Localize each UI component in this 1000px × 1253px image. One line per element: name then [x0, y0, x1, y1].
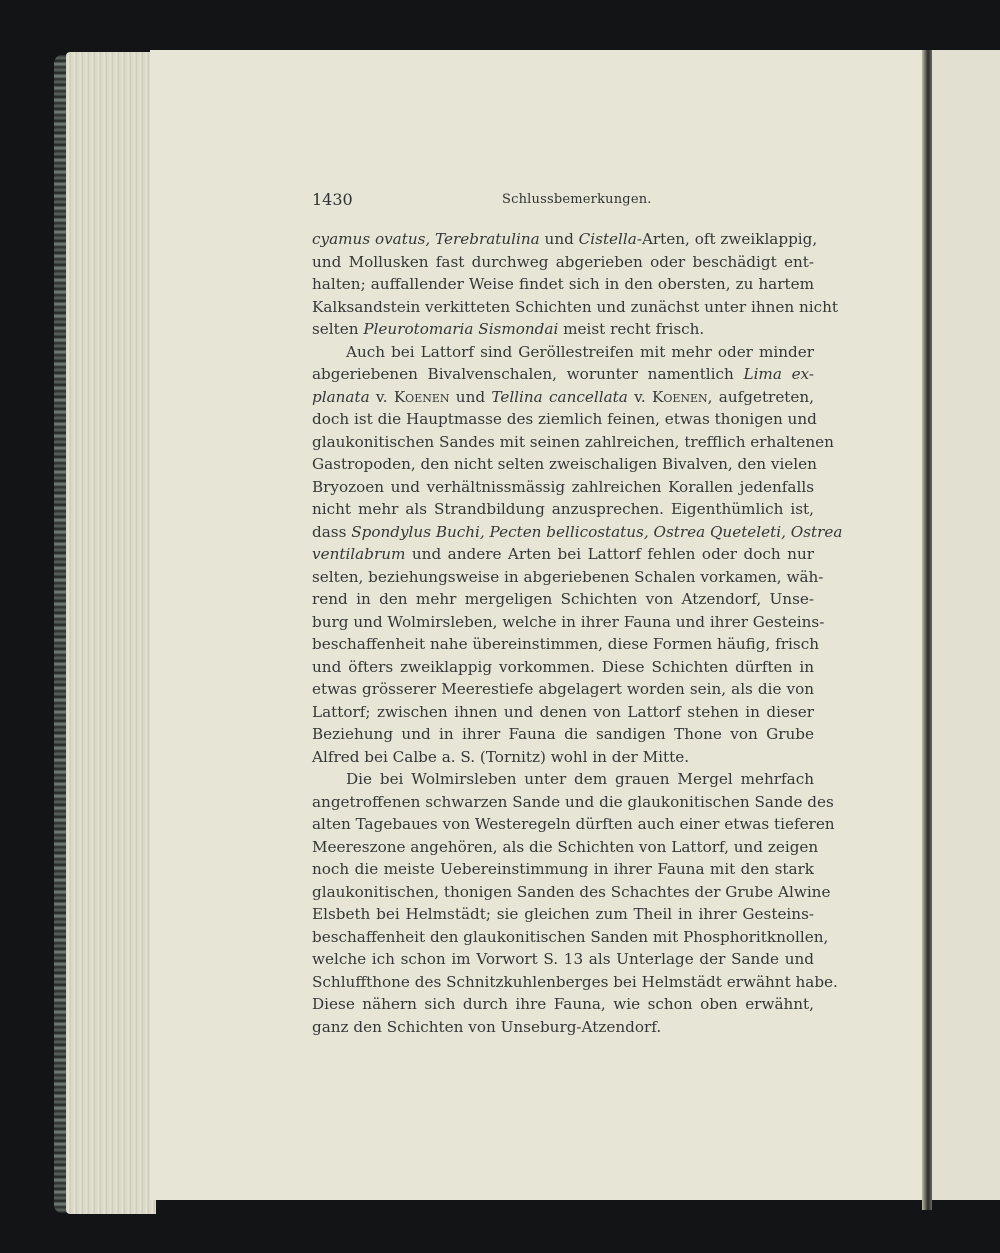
author-name: Koenen [651, 387, 708, 406]
text-segment: und öfters zweiklappig vorkommen. Diese Schichten dürften in [312, 657, 814, 676]
text-segment: glaukonitischen, thonigen Sanden des Schachtes der Grube Alwine [312, 882, 831, 901]
text-segment: abgeriebenen Bivalvenschalen, worunter namentlich [312, 365, 744, 383]
text-segment: -Arten, oft zweiklappig, [636, 230, 818, 248]
italic-text: Tellina cancellata [491, 387, 628, 406]
text-segment: und [539, 230, 579, 248]
italic-text: Cistella [578, 230, 637, 248]
text-line [312, 273, 814, 296]
text-segment: Schluffthone des Schnitzkuhlenberges bei Helmstädt erwähnt habe. [312, 972, 838, 991]
text-line [312, 858, 814, 881]
text-segment: Kalksandstein verkitteten Schichten und zunächst unter ihnen nicht [312, 297, 839, 316]
text-line [312, 948, 814, 971]
text-segment: ganz den Schichten von Unseburg-Atzendorf. [312, 1017, 662, 1036]
text-segment: und Mollusken fast durchweg abgerieben oder beschädigt ent- [312, 252, 814, 271]
page-number: 1430 [312, 190, 353, 209]
text-segment: noch die meiste Uebereinstimmung in ihrer Fauna mit den stark [312, 860, 814, 878]
text-segment: Lattorf; zwischen ihnen und denen von Lattorf stehen in dieser [312, 702, 814, 721]
text-line [312, 296, 839, 319]
text-segment: alten Tagebaues von Westeregeln dürften auch einer etwas tieferen [312, 815, 835, 833]
text-line [312, 408, 817, 431]
italic-text: ventilabrum [312, 545, 406, 563]
text-segment: rend in den mehr mergeligen Schichten von Atzendorf, Unse- [312, 590, 814, 608]
text-line [312, 431, 834, 454]
text-line [312, 251, 814, 274]
text-segment: beschaffenheit den glaukonitischen Sanden mit Phosphoritknollen, [312, 927, 829, 946]
text-line [312, 228, 818, 251]
text-segment: , aufgetreten, [707, 387, 815, 406]
italic-text: Spondylus Buchi, Pecten bellicostatus, Ostrea Queteleti, Ostrea [351, 522, 843, 541]
text-segment: dass [312, 522, 352, 541]
text-segment: doch ist die Hauptmasse des ziemlich feinen, etwas thonigen und [312, 410, 817, 428]
text-segment: Elsbeth bei Helmstädt; sie gleichen zum Theil in ihrer Gesteins- [312, 905, 814, 923]
text-segment: angetroffenen schwarzen Sande und die glaukonitischen Sande des [312, 792, 834, 811]
text-segment: v. [369, 387, 394, 406]
text-line [312, 768, 814, 791]
text-segment: Beziehung und in ihrer Fauna die sandigen Thone von Grube [312, 725, 814, 743]
text-line [312, 836, 819, 859]
text-line [312, 453, 817, 476]
text-line [312, 678, 814, 701]
text-line [312, 566, 824, 589]
text-line [312, 701, 814, 724]
page-header [312, 190, 812, 210]
running-head: Schlussbemerkungen. [502, 192, 652, 207]
text-line [312, 611, 825, 634]
text-line [312, 723, 814, 746]
text-line [312, 341, 814, 364]
italic-text: Pleurotomaria Sismondai [363, 320, 559, 338]
text-segment: meist recht frisch. [558, 320, 705, 338]
text-segment: glaukonitischen Sandes mit seinen zahlreichen, trefflich erhaltenen [312, 432, 834, 451]
text-line [312, 926, 829, 949]
text-segment: Bryozoen und verhältnissmässig zahlreichen Korallen jedenfalls [312, 477, 814, 496]
text-segment: Gastropoden, den nicht selten zweischaligen Bivalven, den vielen [312, 455, 817, 473]
author-name: Koenen [393, 387, 450, 406]
text-line [312, 543, 814, 566]
text-line [312, 746, 814, 769]
text-segment: nicht mehr als Strandbildung anzusprechen. Eigenthümlich ist, [312, 500, 814, 518]
italic-text: Lima ex- [743, 365, 814, 383]
text-segment: Meereszone angehören, als die Schichten von Lattorf, und zeigen [312, 837, 819, 856]
facing-page-edge [932, 50, 1000, 1200]
text-line [312, 993, 814, 1016]
text-line [312, 971, 838, 994]
text-segment: Alfred bei Calbe a. S. (Tornitz) wohl in der Mitte. [312, 747, 690, 766]
text-line [312, 386, 814, 409]
text-segment: selten [312, 320, 364, 338]
text-line [312, 1016, 814, 1039]
italic-text: cyamus ovatus, Terebratulina [312, 230, 540, 248]
text-segment: und [449, 387, 492, 406]
text-segment: Auch bei Lattorf sind Geröllestreifen mit mehr oder minder [346, 342, 814, 361]
page-stack [66, 52, 156, 1214]
text-segment: und andere Arten bei Lattorf fehlen oder doch nur [405, 545, 814, 563]
text-segment: etwas grösserer Meerestiefe abgelagert worden sein, als die von [312, 680, 814, 698]
text-segment: burg und Wolmirsleben, welche in ihrer Fauna und ihrer Gesteins- [312, 612, 825, 631]
body-text [312, 228, 843, 1038]
text-segment: Diese nähern sich durch ihre Fauna, wie schon oben erwähnt, [312, 995, 814, 1013]
text-line [312, 588, 814, 611]
text-segment: v. [627, 387, 652, 406]
text-segment: welche ich schon im Vorwort S. 13 als Unterlage der Sande und [312, 950, 814, 968]
italic-text: planata [312, 387, 370, 406]
text-line [312, 881, 831, 904]
text-line [312, 498, 814, 521]
text-segment: selten, beziehungsweise in abgeriebenen Schalen vorkamen, wäh- [312, 567, 824, 586]
text-line [312, 318, 814, 341]
text-segment: halten; auffallender Weise findet sich in den obersten, zu hartem [312, 275, 814, 293]
text-line [312, 363, 814, 386]
text-line [312, 633, 819, 656]
book-spine [922, 50, 932, 1210]
text-line [312, 813, 835, 836]
text-segment: Die bei Wolmirsleben unter dem grauen Mergel mehrfach [346, 770, 814, 788]
text-line [312, 476, 814, 499]
text-line [312, 903, 814, 926]
text-line [312, 521, 843, 544]
text-line [312, 656, 814, 679]
text-line [312, 791, 834, 814]
text-segment: beschaffenheit nahe übereinstimmen, diese Formen häufig, frisch [312, 635, 819, 653]
